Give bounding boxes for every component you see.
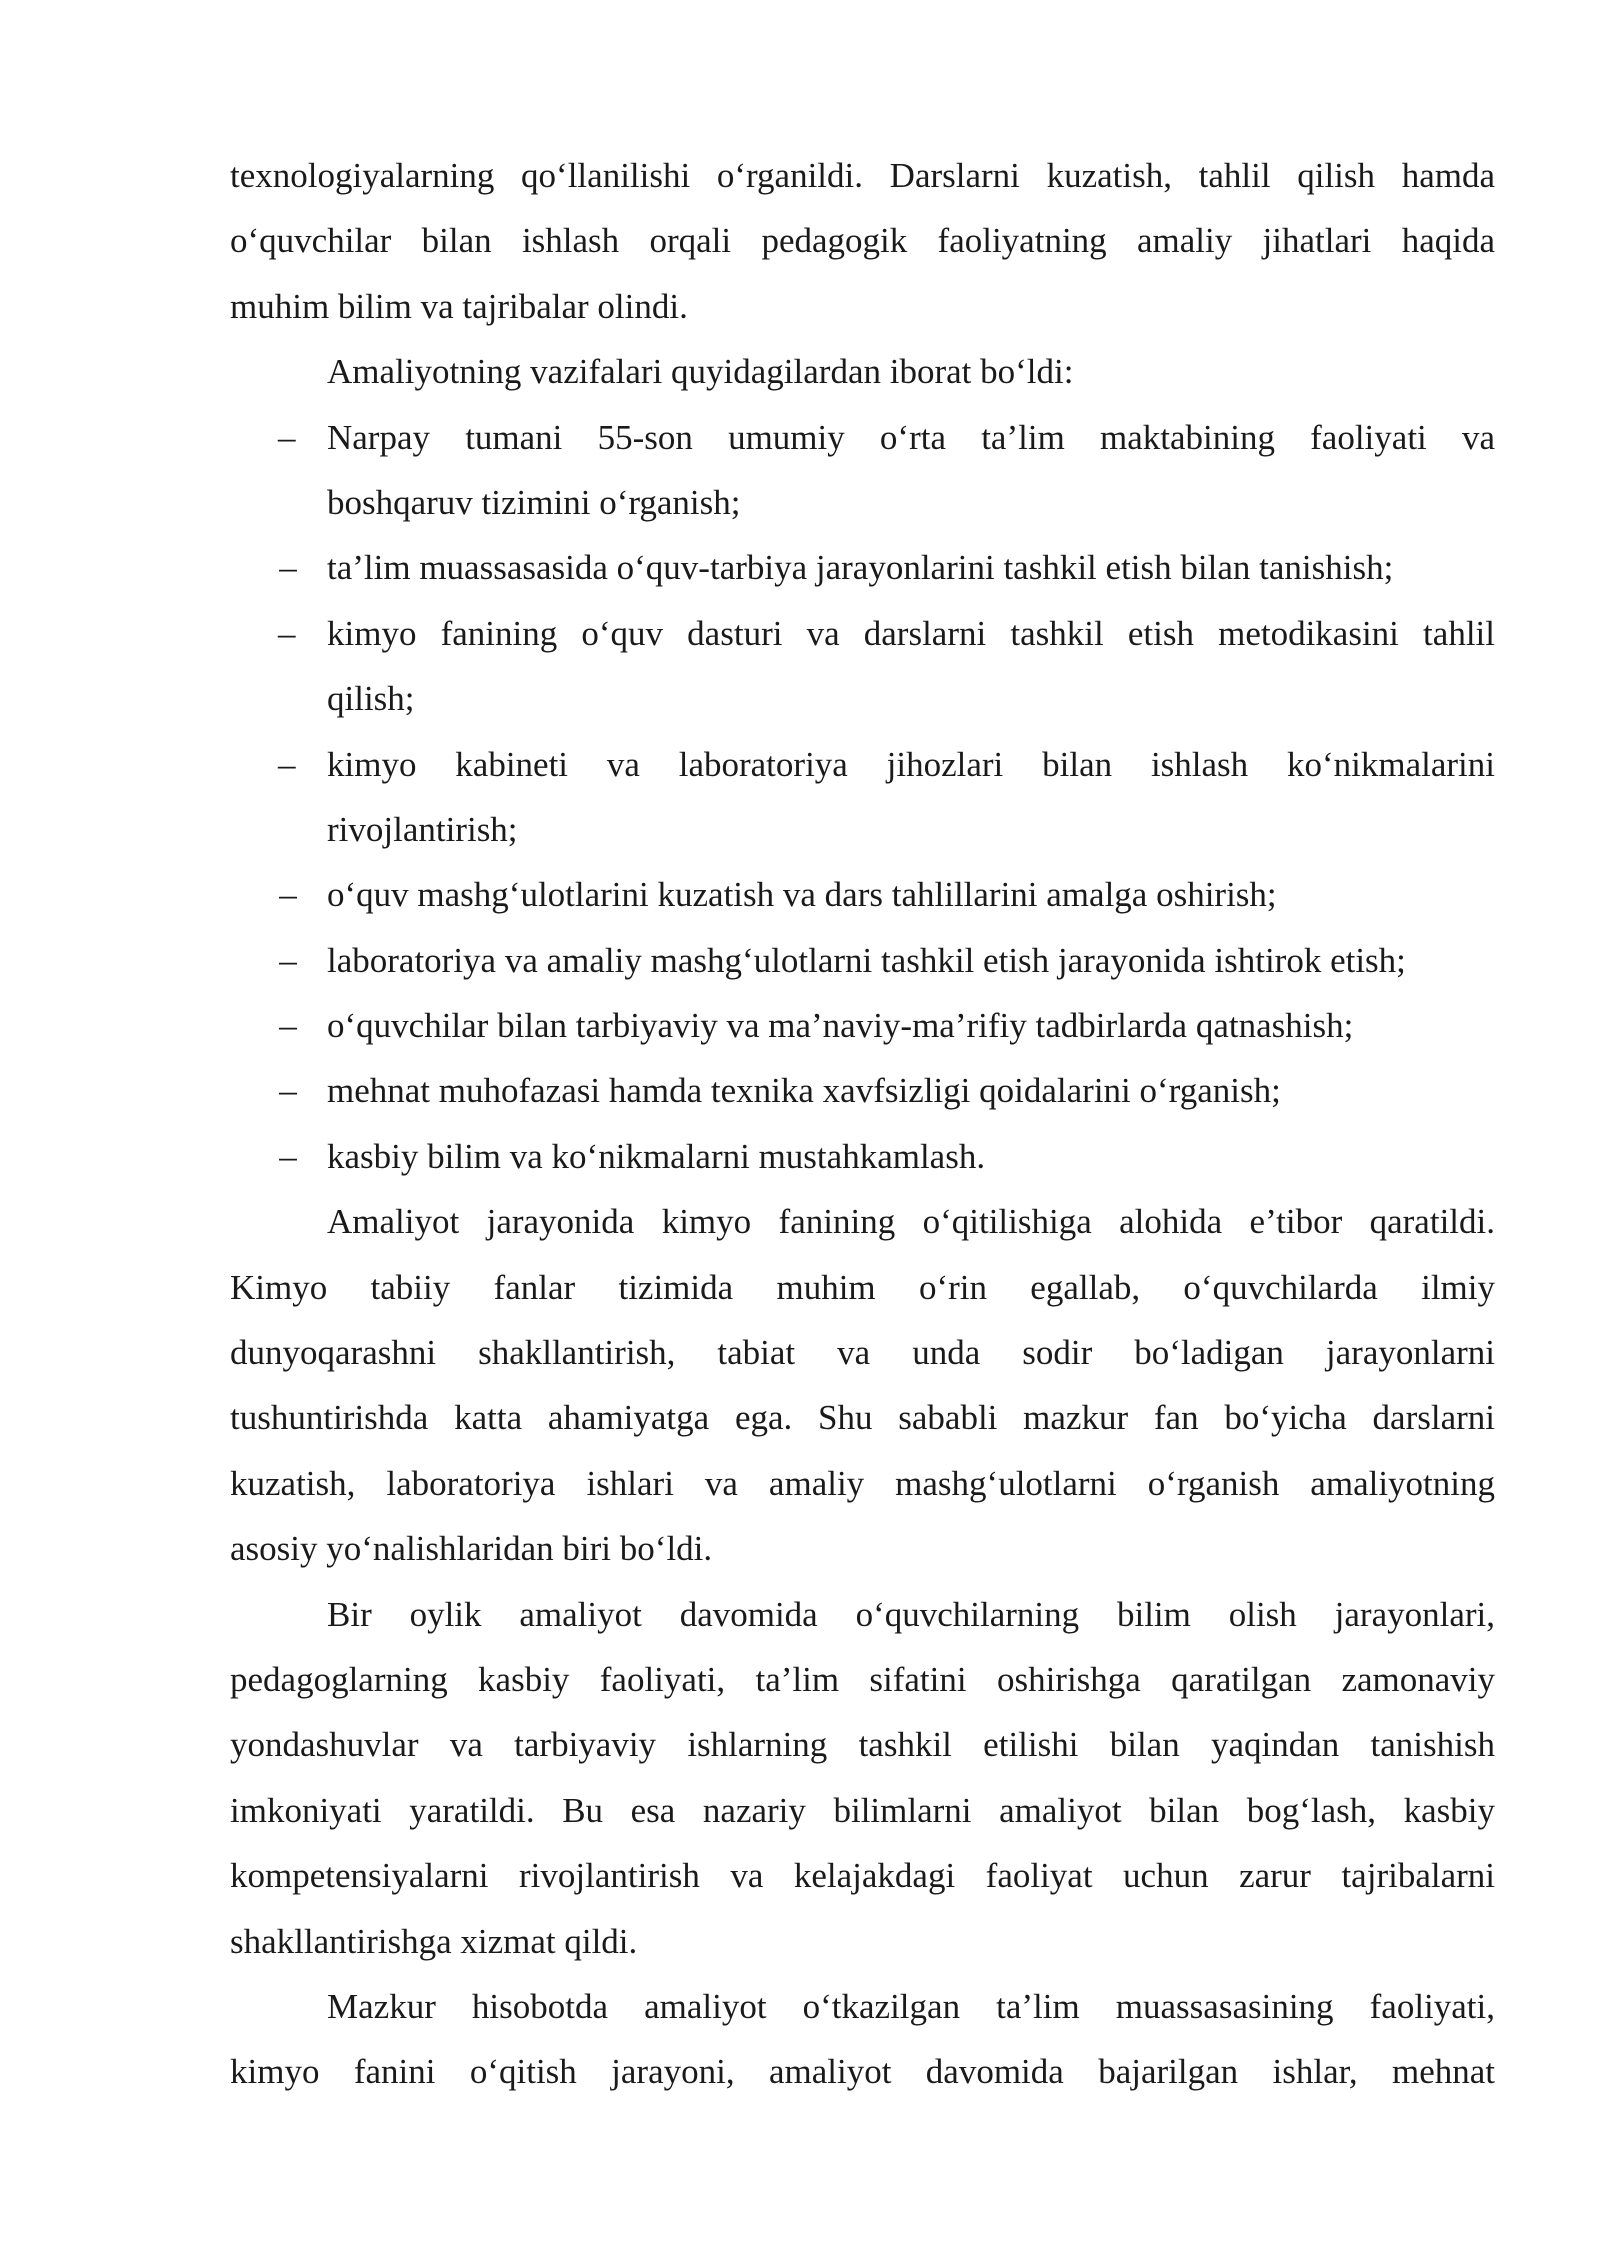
list-dash: – [279, 1071, 297, 1111]
document-page [230, 152, 1495, 2114]
list-item-text: Narpay tumani 55-son umumiy o‘rta ta’lim maktabining faoliyati va [327, 417, 1495, 457]
text-line: asosiy yo‘nalishlaridan biri bo‘ldi. [230, 1529, 713, 1569]
text-line: kuzatish, laboratoriya ishlari va amaliy mashg‘ulotlarni o‘rganish amaliyotning [230, 1463, 1495, 1503]
text-line: Amaliyot jarayonida kimyo fanining o‘qitilishiga alohida e’tibor qaratildi. [327, 1202, 1495, 1242]
list-dash: – [279, 875, 297, 915]
list-dash: – [279, 1136, 297, 1176]
tasks-list [230, 414, 1495, 1199]
list-dash: – [278, 613, 296, 653]
text-line: dunyoqarashni shakllantirish, tabiat va unda sodir bo‘ladigan jarayonlarni [230, 1333, 1495, 1373]
text-line: yondashuvlar va tarbiyaviy ishlarning tashkil etilishi bilan yaqindan tanishish [230, 1725, 1495, 1765]
list-item [230, 1002, 1495, 1067]
list-item-text: ta’lim muassasasida o‘quv-tarbiya jarayonlarini tashkil etish bilan tanishish; [327, 548, 1394, 588]
list-item-text: laboratoriya va amaliy mashg‘ulotlarni tashkil etish jarayonida ishtirok etish; [327, 940, 1406, 980]
text-line: kimyo fanini o‘qitish jarayoni, amaliyot davomida bajarilgan ishlar, mehnat [230, 2052, 1495, 2092]
text-line: tushuntirishda katta ahamiyatga ega. Shu sababli mazkur fan bo‘yicha darslarni [230, 1398, 1495, 1438]
text-line: kompetensiyalarni rivojlantirish va kelajakdagi faoliyat uchun zarur tajribalarni [230, 1856, 1495, 1896]
tasks-intro: Amaliyotning vazifalari quyidagilardan iborat bo‘ldi: [327, 352, 1074, 392]
list-dash: – [278, 417, 296, 457]
list-item [230, 741, 1495, 872]
text-line: texnologiyalarning qo‘llanilishi o‘rganildi. Darslarni kuzatish, tahlil qilish hamda [230, 156, 1495, 195]
list-item [230, 414, 1495, 545]
list-dash: – [279, 548, 297, 588]
text-line: imkoniyati yaratildi. Bu esa nazariy bilimlarni amaliyot bilan bog‘lash, kasbiy [230, 1790, 1495, 1830]
text-line: shakllantirishga xizmat qildi. [230, 1921, 638, 1961]
text-line: Bir oylik amaliyot davomida o‘quvchilarning bilim olish jarayonlari, [327, 1594, 1495, 1634]
text-line: pedagoglarning kasbiy faoliyati, ta’lim sifatini oshirishga qaratilgan zamonaviy [230, 1659, 1495, 1699]
list-item-text: rivojlantirish; [327, 809, 518, 849]
paragraph-intro [230, 152, 1495, 348]
text-line: Kimyo tabiiy fanlar tizimida muhim o‘rin egallab, o‘quvchilarda ilmiy [230, 1267, 1495, 1307]
list-item [230, 544, 1495, 609]
paragraph [230, 1983, 1495, 2114]
list-dash: – [278, 744, 296, 784]
paragraph [230, 1198, 1495, 1590]
text-line: muhim bilim va tajribalar olindi. [230, 286, 688, 326]
list-item-text: mehnat muhofazasi hamda texnika xavfsizligi qoidalarini o‘rganish; [327, 1071, 1281, 1111]
list-dash: – [279, 940, 297, 980]
list-item-text: o‘quv mashg‘ulotlarini kuzatish va dars tahlillarini amalga oshirish; [327, 875, 1277, 915]
text-line: Mazkur hisobotda amaliyot o‘tkazilgan ta’lim muassasasining faoliyati, [327, 1986, 1495, 2026]
list-item-text: kimyo kabineti va laboratoriya jihozlari bilan ishlash ko‘nikmalarini [327, 744, 1495, 784]
list-dash: – [279, 1006, 297, 1046]
list-item [230, 1133, 1495, 1198]
list-item [230, 610, 1495, 741]
list-item-text: kimyo fanining o‘quv dasturi va darslarni tashkil etish metodikasini tahlil [327, 613, 1495, 653]
list-item-text: qilish; [327, 679, 415, 719]
list-item-text: boshqaruv tizimini o‘rganish; [327, 482, 741, 522]
list-item-text: kasbiy bilim va ko‘nikmalarni mustahkamlash. [327, 1136, 986, 1176]
paragraph [230, 1591, 1495, 1983]
list-item [230, 871, 1495, 936]
text-line: o‘quvchilar bilan ishlash orqali pedagogik faoliyatning amaliy jihatlari haqida [230, 221, 1495, 261]
list-item [230, 937, 1495, 1002]
list-item [230, 1067, 1495, 1132]
list-item-text: o‘quvchilar bilan tarbiyaviy va ma’naviy-ma’rifiy tadbirlarda qatnashish; [327, 1006, 1354, 1046]
